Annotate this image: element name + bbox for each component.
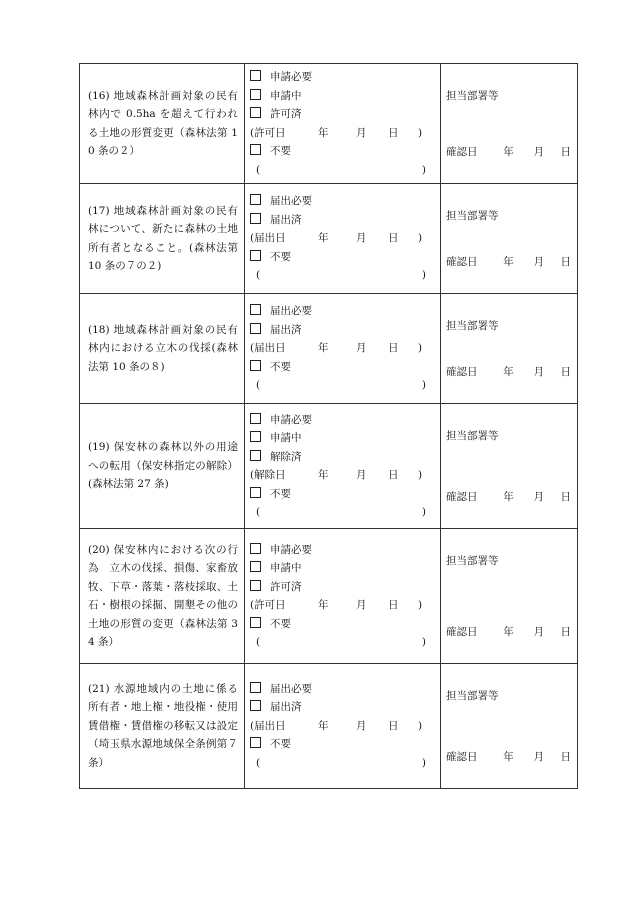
reason-open-paren: ( [256, 379, 261, 392]
reason-close-paren: ) [421, 506, 426, 518]
date-prefix: (許可日 [250, 599, 286, 611]
date-close-paren: ) [418, 599, 423, 611]
date-close-paren: ) [418, 342, 423, 355]
status-cell [245, 404, 441, 529]
confirm-cell [441, 184, 578, 294]
option-label: 不要 [270, 487, 291, 500]
date-line [250, 124, 436, 143]
checkbox[interactable] [250, 580, 261, 591]
date-month-label: 月 [356, 342, 367, 355]
item-text: (18) 地域森林計画対象の民有林内における立木の伐採(森林法第 10 条の８) [88, 323, 238, 373]
status-cell [245, 64, 441, 184]
date-prefix: (解除日 [250, 469, 286, 481]
confirm-date-label: 確認日 [446, 366, 478, 378]
checkbox[interactable] [250, 617, 261, 628]
status-option[interactable] [250, 302, 436, 321]
date-close-paren: ) [418, 719, 423, 732]
date-month-label: 月 [356, 719, 367, 732]
date-day-label: 日 [388, 719, 399, 732]
confirm-year-label: 年 [503, 491, 514, 503]
table-row [80, 294, 578, 404]
item-cell [80, 64, 245, 184]
confirm-date-label: 確認日 [446, 626, 478, 638]
confirm-month-label: 月 [533, 366, 544, 378]
option-label: 不要 [270, 360, 291, 373]
checkbox[interactable] [250, 360, 261, 371]
department-label: 担当部署等 [446, 320, 499, 332]
confirm-day-label: 日 [560, 366, 571, 378]
date-close-paren: ) [418, 469, 423, 481]
date-line [250, 339, 436, 358]
reason-field[interactable] [250, 376, 436, 395]
status-option[interactable] [250, 559, 436, 578]
confirm-cell [441, 664, 578, 789]
reason-open-paren: ( [256, 636, 261, 648]
table-row [80, 529, 578, 664]
status-option[interactable] [250, 211, 436, 230]
checkbox[interactable] [250, 561, 261, 572]
date-year-label: 年 [318, 232, 329, 245]
status-option[interactable] [250, 411, 436, 430]
option-label: 不要 [270, 738, 291, 751]
date-month-label: 月 [356, 232, 367, 245]
date-line [250, 717, 436, 736]
status-cell [245, 294, 441, 404]
date-day-label: 日 [388, 232, 399, 245]
status-options [250, 541, 436, 597]
checkbox[interactable] [250, 304, 261, 315]
reason-close-paren: ) [421, 379, 426, 392]
confirm-month-label: 月 [533, 146, 544, 158]
confirm-day-label: 日 [560, 146, 571, 158]
status-option[interactable] [250, 68, 436, 87]
confirm-day-label: 日 [560, 626, 571, 638]
confirm-year-label: 年 [503, 256, 514, 268]
department-label: 担当部署等 [446, 210, 499, 222]
date-month-label: 月 [356, 126, 367, 139]
department-label: 担当部署等 [446, 90, 499, 102]
option-label: 不要 [270, 617, 291, 630]
confirm-date-line [446, 144, 571, 159]
confirm-date-line [446, 489, 571, 504]
confirm-date-label: 確認日 [446, 751, 478, 763]
date-year-label: 年 [318, 342, 329, 355]
checkbox[interactable] [250, 70, 261, 81]
confirm-year-label: 年 [503, 146, 514, 158]
reason-close-paren: ) [421, 269, 426, 282]
date-line [250, 596, 436, 615]
table-row [80, 184, 578, 294]
option-label: 届出済 [270, 701, 302, 714]
table-row [80, 664, 578, 789]
confirm-day-label: 日 [560, 751, 571, 763]
status-option[interactable] [250, 429, 436, 448]
date-day-label: 日 [388, 126, 399, 139]
date-month-label: 月 [356, 599, 367, 611]
status-option[interactable] [250, 578, 436, 597]
confirm-month-label: 月 [533, 256, 544, 268]
reason-field[interactable] [250, 161, 436, 180]
checkbox[interactable] [250, 413, 261, 424]
confirm-cell [441, 64, 578, 184]
option-label: 申請必要 [270, 71, 312, 83]
confirm-cell [441, 529, 578, 664]
department-label: 担当部署等 [446, 690, 499, 702]
confirm-year-label: 年 [503, 751, 514, 763]
option-label: 届出済 [270, 323, 302, 336]
option-label: 申請中 [270, 562, 302, 574]
confirm-date-line [446, 624, 571, 639]
confirm-date-label: 確認日 [446, 491, 478, 503]
confirm-date-label: 確認日 [446, 146, 478, 158]
status-options [250, 680, 436, 717]
status-option[interactable] [250, 448, 436, 467]
date-year-label: 年 [318, 126, 329, 139]
reason-open-paren: ( [256, 756, 261, 769]
status-cell [245, 529, 441, 664]
checkbox[interactable] [250, 737, 261, 748]
status-option[interactable] [250, 541, 436, 560]
date-prefix: (届出日 [250, 342, 286, 355]
reason-field[interactable] [250, 633, 436, 652]
confirm-cell [441, 294, 578, 404]
form-table [79, 63, 578, 789]
date-day-label: 日 [388, 342, 399, 355]
option-not-required[interactable] [250, 735, 436, 754]
confirm-cell [441, 404, 578, 529]
confirm-year-label: 年 [503, 366, 514, 378]
confirm-month-label: 月 [533, 751, 544, 763]
status-option[interactable] [250, 87, 436, 106]
date-month-label: 月 [356, 469, 367, 481]
confirm-day-label: 日 [560, 256, 571, 268]
option-not-required[interactable] [250, 248, 436, 267]
checkbox[interactable] [250, 682, 261, 693]
checkbox[interactable] [250, 431, 261, 442]
date-close-paren: ) [418, 232, 423, 245]
date-year-label: 年 [318, 469, 329, 481]
item-text: (17) 地域森林計画対象の民有林について、新たに森林の土地所有者となること。(森林法第 10 条の７の２) [88, 204, 238, 272]
confirm-date-line [446, 364, 571, 379]
status-options [250, 68, 436, 124]
checkbox[interactable] [250, 323, 261, 334]
option-label: 不要 [270, 250, 291, 263]
option-label: 申請中 [270, 432, 302, 444]
option-label: 許可済 [270, 580, 302, 593]
date-year-label: 年 [318, 719, 329, 732]
item-cell [80, 404, 245, 529]
date-year-label: 年 [318, 599, 329, 611]
item-text: (20) 保安林内における次の行為 立木の伐採、損傷、家畜放牧、下草・落葉・落枝採取、土石・樹根の採掘、開墾その他の土地の形質の変更（森林法第 34 条） [88, 543, 238, 648]
date-close-paren: ) [418, 126, 423, 139]
item-text: (16) 地域森林計画対象の民有林内で 0.5ha を超えて行われる土地の形質変更（森林法第 10 条の２） [88, 89, 238, 157]
checkbox[interactable] [250, 700, 261, 711]
table-body [80, 64, 578, 789]
option-label: 解除済 [270, 450, 302, 463]
confirm-date-line [446, 749, 571, 764]
option-label: 不要 [270, 145, 291, 157]
option-not-required[interactable] [250, 485, 436, 504]
reason-close-paren: ) [421, 636, 426, 648]
status-options [250, 411, 436, 467]
status-option[interactable] [250, 680, 436, 699]
status-option[interactable] [250, 192, 436, 211]
checkbox[interactable] [250, 487, 261, 498]
checkbox[interactable] [250, 194, 261, 205]
checkbox[interactable] [250, 450, 261, 461]
confirm-month-label: 月 [533, 491, 544, 503]
checkbox[interactable] [250, 89, 261, 100]
date-line [250, 466, 436, 485]
department-label: 担当部署等 [446, 555, 499, 567]
item-text: (21) 水源地域内の土地に係る所有者・地上権・地役権・使用賃借権・賃借権の移転又は設定（埼玉県水源地域保全条例第７条） [88, 682, 238, 769]
option-label: 届出済 [270, 213, 302, 226]
department-label: 担当部署等 [446, 430, 499, 442]
reason-field[interactable] [250, 754, 436, 773]
option-not-required[interactable] [250, 615, 436, 634]
confirm-month-label: 月 [533, 626, 544, 638]
option-label: 申請中 [270, 89, 302, 102]
item-cell [80, 664, 245, 789]
option-not-required[interactable] [250, 142, 436, 161]
checkbox[interactable] [250, 107, 261, 118]
reason-close-paren: ) [421, 163, 426, 176]
option-label: 許可済 [270, 108, 302, 120]
date-prefix: (許可日 [250, 126, 286, 139]
date-day-label: 日 [388, 599, 399, 611]
checkbox[interactable] [250, 213, 261, 224]
status-option[interactable] [250, 321, 436, 340]
status-options [250, 192, 436, 229]
confirm-date-label: 確認日 [446, 256, 478, 268]
option-label: 申請必要 [270, 413, 312, 426]
option-label: 申請必要 [270, 543, 312, 556]
status-cell [245, 184, 441, 294]
table-row [80, 64, 578, 184]
reason-field[interactable] [250, 503, 436, 522]
item-cell [80, 184, 245, 294]
date-prefix: (届出日 [250, 719, 286, 732]
status-option[interactable] [250, 105, 436, 124]
date-day-label: 日 [388, 469, 399, 481]
reason-open-paren: ( [256, 269, 261, 282]
status-option[interactable] [250, 698, 436, 717]
status-options [250, 302, 436, 339]
option-not-required[interactable] [250, 358, 436, 377]
confirm-day-label: 日 [560, 491, 571, 503]
item-cell [80, 294, 245, 404]
table-row [80, 404, 578, 529]
checkbox[interactable] [250, 144, 261, 155]
checkbox[interactable] [250, 250, 261, 261]
option-label: 届出必要 [270, 195, 312, 208]
status-cell [245, 664, 441, 789]
reason-open-paren: ( [256, 163, 261, 176]
confirm-year-label: 年 [503, 626, 514, 638]
item-text: (19) 保安林の森林以外の用途への転用（保安林指定の解除）(森林法第 27 条) [88, 441, 238, 491]
reason-open-paren: ( [256, 506, 261, 518]
reason-field[interactable] [250, 266, 436, 285]
confirm-date-line [446, 254, 571, 269]
option-label: 届出必要 [270, 305, 312, 318]
checkbox[interactable] [250, 543, 261, 554]
option-label: 届出必要 [270, 682, 312, 695]
item-cell [80, 529, 245, 664]
date-prefix: (届出日 [250, 232, 286, 245]
date-line [250, 229, 436, 248]
reason-close-paren: ) [421, 756, 426, 769]
